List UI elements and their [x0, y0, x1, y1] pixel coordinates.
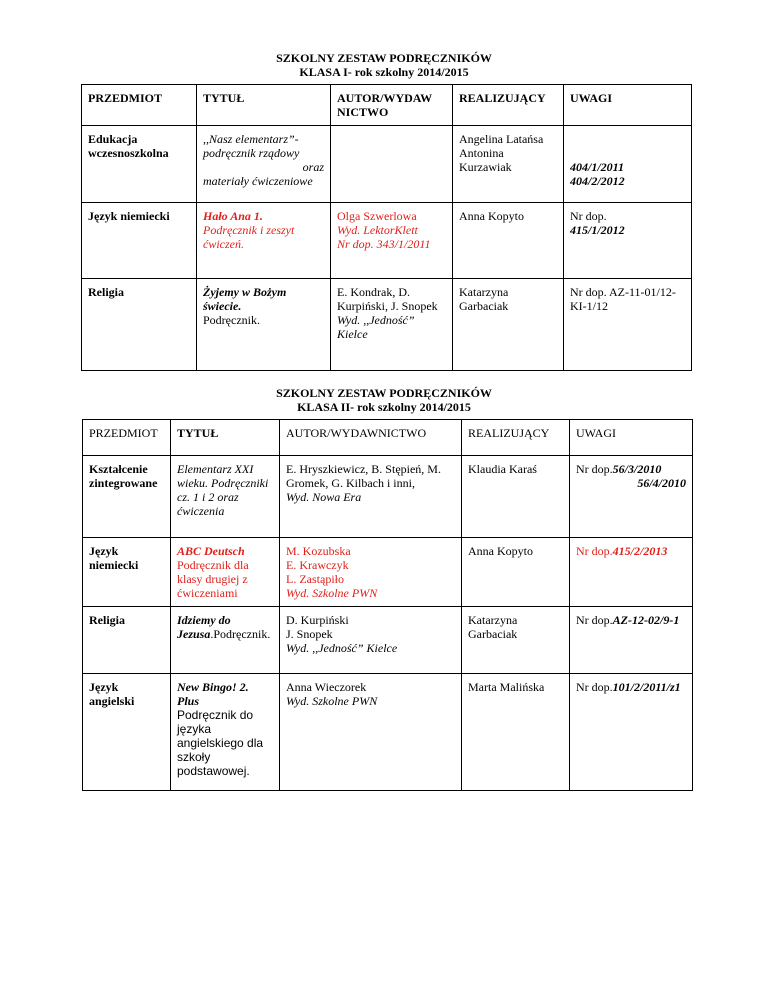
- cell-notes: [564, 126, 692, 203]
- header-notes: UWAGI: [570, 420, 693, 456]
- cell-author: [331, 279, 453, 371]
- header-teacher: REALIZUJĄCY: [453, 85, 564, 126]
- cell-notes: [564, 203, 692, 279]
- author-line: J. Snopek: [286, 627, 333, 641]
- cell-subject: Język niemiecki: [83, 538, 171, 607]
- table-row: [82, 126, 692, 203]
- notes-line: Nr dop.: [570, 209, 607, 223]
- title-line: Podręcznik do języka angielskiego dla szkoły podstawowej.: [177, 708, 264, 778]
- author-line: Wyd. Nowa Era: [286, 490, 362, 504]
- cell-author: [280, 607, 462, 674]
- title-line: ,,Nasz elementarz”- podręcznik rządowy: [203, 132, 300, 160]
- cell-author: [280, 674, 462, 791]
- table-klasa-2: [82, 419, 693, 791]
- cell-notes: [570, 607, 693, 674]
- table-row: [82, 203, 692, 279]
- author-line: Wyd. ,,Jedność” Kielce: [286, 641, 398, 655]
- author-line: Wyd. ,,Jedność”: [337, 313, 415, 327]
- cell-author: [331, 203, 453, 279]
- author-line: Kielce: [337, 327, 368, 341]
- teacher-line: Kurzawiak: [459, 160, 512, 174]
- notes-value: AZ-12-02/9-1: [612, 613, 680, 627]
- author-line: Wyd. LektorKlett: [337, 223, 418, 237]
- cell-title: [197, 203, 331, 279]
- notes-line: 404/2/2012: [570, 174, 625, 188]
- table-header-row: [82, 85, 692, 126]
- cell-subject: Język niemiecki: [82, 203, 197, 279]
- cell-author: [331, 126, 453, 203]
- author-line: Wyd. Szkolne PWN: [286, 694, 378, 708]
- table-row: [82, 279, 692, 371]
- header-subject: PRZEDMIOT: [82, 85, 197, 126]
- cell-teacher: Katarzyna Garbaciak: [462, 607, 570, 674]
- cell-teacher: Klaudia Karaś: [462, 456, 570, 538]
- author-line: Anna Wieczorek: [286, 680, 367, 694]
- notes-prefix: Nr dop.: [576, 613, 613, 627]
- author-line: L. Zastąpiło: [286, 572, 344, 586]
- cell-notes: Nr dop. AZ-11-01/12-KI-1/12: [564, 279, 692, 371]
- title-line: materiały ćwiczeniowe: [203, 174, 313, 188]
- cell-subject: Język angielski: [83, 674, 171, 791]
- cell-teacher: Marta Malińska: [462, 674, 570, 791]
- notes-value: 56/4/2010: [637, 476, 686, 490]
- cell-teacher: Katarzyna Garbaciak: [453, 279, 564, 371]
- section1-title: SZKOLNY ZESTAW PODRĘCZNIKÓW: [276, 51, 492, 65]
- teacher-line: Angelina Latańsa: [459, 132, 544, 146]
- header-teacher: REALIZUJĄCY: [462, 420, 570, 456]
- header-author: AUTOR/WYDAWNICTWO: [280, 420, 462, 456]
- cell-subject: Religia: [83, 607, 171, 674]
- notes-value: 415/2/2013: [612, 544, 668, 558]
- notes-prefix: Nr dop.: [576, 462, 613, 476]
- cell-title: Elementarz XXI wieku. Podręczniki cz. 1 i 2 oraz ćwiczenia: [171, 456, 280, 538]
- title-line: Podręcznik dla klasy drugiej z ćwiczeniami: [177, 558, 249, 600]
- author-line: M. Kozubska: [286, 544, 351, 558]
- cell-title: [171, 674, 280, 791]
- author-line: Wyd. Szkolne PWN: [286, 586, 378, 600]
- teacher-line: Antonina: [459, 146, 504, 160]
- notes-prefix: Nr dop.: [576, 680, 613, 694]
- author-line: D. Kurpiński: [286, 613, 349, 627]
- cell-title: [197, 126, 331, 203]
- cell-author: [280, 538, 462, 607]
- cell-subject: Religia: [82, 279, 197, 371]
- title-line: .Podręcznik.: [210, 627, 271, 641]
- title-line: Żyjemy w Bożym świecie.: [203, 285, 287, 313]
- cell-title: [171, 538, 280, 607]
- author-line: E. Kondrak, D. Kurpiński, J. Snopek: [337, 285, 438, 313]
- notes-value: 56/3/2010: [612, 462, 662, 476]
- header-title: TYTUŁ: [171, 420, 280, 456]
- cell-subject: Kształcenie zintegrowane: [83, 456, 171, 538]
- header-author: AUTOR/WYDAW NICTWO: [331, 85, 453, 126]
- cell-teacher: Anna Kopyto: [462, 538, 570, 607]
- table-row: [83, 607, 693, 674]
- title-line: Idziemy do Jezusa: [177, 613, 231, 641]
- notes-line: 415/1/2012: [570, 223, 625, 237]
- cell-teacher: Anna Kopyto: [453, 203, 564, 279]
- notes-prefix: Nr dop.: [576, 544, 613, 558]
- cell-subject: Edukacja wczesnoszkolna: [82, 126, 197, 203]
- author-line: E. Krawczyk: [286, 558, 349, 572]
- table-klasa-1: [81, 84, 692, 371]
- cell-teacher: [453, 126, 564, 203]
- section2-subtitle: KLASA II- rok szkolny 2014/2015: [297, 400, 471, 414]
- author-line: E. Hryszkiewicz, B. Stępień, M. Gromek, G. Kilbach i inni,: [286, 462, 441, 490]
- cell-notes: [570, 674, 693, 791]
- title-line: ABC Deutsch: [177, 544, 245, 558]
- cell-notes: [570, 538, 693, 607]
- table-row: [83, 538, 693, 607]
- section2-title: SZKOLNY ZESTAW PODRĘCZNIKÓW: [276, 386, 492, 400]
- table-header-row: [83, 420, 693, 456]
- cell-notes: [570, 456, 693, 538]
- table-row: [83, 456, 693, 538]
- cell-title: [171, 607, 280, 674]
- cell-author: [280, 456, 462, 538]
- title-line: Podręcznik.: [203, 313, 260, 327]
- author-line: Olga Szwerlowa: [337, 209, 417, 223]
- author-line: Nr dop. 343/1/2011: [337, 237, 431, 251]
- title-line: Podręcznik i zeszyt ćwiczeń.: [203, 223, 295, 251]
- table-row: [83, 674, 693, 791]
- header-subject: PRZEDMIOT: [83, 420, 171, 456]
- header-notes: UWAGI: [564, 85, 692, 126]
- header-title: TYTUŁ: [197, 85, 331, 126]
- notes-value: 101/2/2011/z1: [612, 680, 681, 694]
- notes-line: 404/1/2011: [570, 160, 625, 174]
- cell-title: [197, 279, 331, 371]
- title-line: New Bingo! 2. Plus: [177, 680, 249, 708]
- title-line: oraz: [302, 160, 324, 174]
- section1-subtitle: KLASA I- rok szkolny 2014/2015: [299, 65, 469, 79]
- title-line: Hało Ana 1.: [203, 209, 263, 223]
